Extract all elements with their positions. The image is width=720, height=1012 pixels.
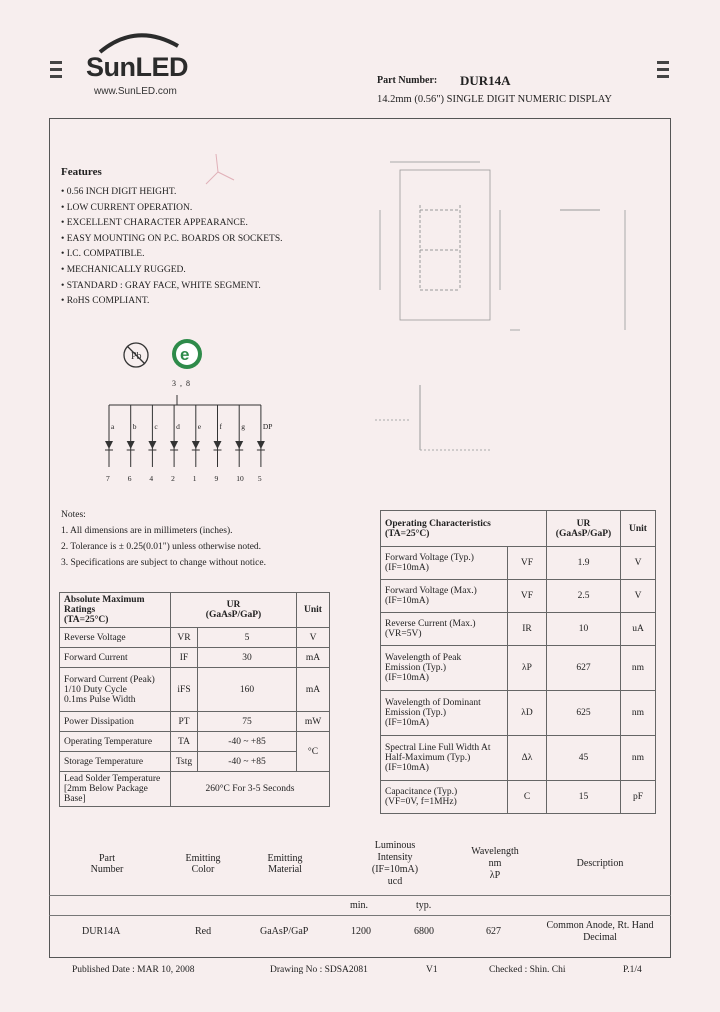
table-row: Reverse Voltage VR 5 V [60,628,330,648]
segment-label: f [219,422,222,431]
note-item: 1. All dimensions are in millimeters (inches). [61,526,233,536]
table-row: Forward Current (Peak) 1/10 Duty Cycle 0.1ms Pulse Width iFS 160 mA [60,668,330,712]
col-wavelength: Wavelength nm λP [471,846,519,881]
col-luminous-intensity: Luminous Intensity (IF=10mA) ucd [371,840,419,887]
segment-label: d [176,422,180,431]
abs-max-unit-header: Unit [297,593,330,628]
sketch-mark-icon [200,150,240,190]
feature-item: • 0.56 INCH DIGIT HEIGHT. [61,187,177,197]
table-row: Capacitance (Typ.) (VF=0V, f=1MHz) C 15 pF [381,781,656,814]
table-row: Forward Voltage (Max.) (IF=10mA) VF 2.5 V [381,580,656,613]
notes [61,510,266,573]
row-material: GaAsP/GaP [260,926,309,937]
features-title: Features [61,166,102,178]
sunled-logo-arc [96,28,182,54]
table-row: Wavelength of Dominant Emission (Typ.) (IF=10mA) λD 625 nm [381,691,656,736]
diode-icon [257,441,265,449]
op-char-unit-header: Unit [621,511,656,547]
row-typ: 6800 [414,926,434,937]
segment-label: g [241,422,245,431]
diode-icon [235,441,243,449]
common-pin-label: 3 , 8 [172,379,191,388]
abs-max-title: Absolute Maximum Ratings (TA=25°C) [60,593,171,628]
svg-text:e: e [180,345,190,364]
brand-logo: SunLED [86,52,188,82]
absolute-max-table [59,592,330,807]
diode-icon [105,441,113,449]
table-row: Power Dissipation PT 75 mW [60,712,330,732]
divider [49,895,671,896]
note-item: 3. Specifications are subject to change without notice. [61,558,266,568]
feature-item: • RoHS COMPLIANT. [61,296,150,307]
pin-label: 4 [149,474,154,483]
col-part-number: Part Number [90,853,124,875]
table-row: Forward Current IF 30 mA [60,648,330,668]
svg-text:Pb: Pb [131,351,142,362]
row-min: 1200 [351,926,371,937]
col-emitting-material: Emitting Material [267,853,303,875]
right-header-bars [657,61,669,82]
part-number-label: Part Number: [377,75,438,86]
col-description: Description [576,858,624,869]
drawing-number: Drawing No : SDSA2081 [270,965,368,975]
sub-min: min. [350,900,369,911]
segment-label: b [132,422,137,431]
abs-max-col-header: UR (GaAsP/GaP) [171,593,297,628]
feature-item: • EASY MOUNTING ON P.C. BOARDS OR SOCKETS. [61,233,283,244]
product-description: 14.2mm (0.56") SINGLE DIGIT NUMERIC DISPLAY [377,94,612,105]
pin-label: 1 [192,474,197,483]
pin-label: 7 [106,474,110,483]
feature-item: • MECHANICALLY RUGGED. [61,264,186,275]
checked-by: Checked : Shin. Chi [489,965,566,975]
pb-free-icon [120,339,152,371]
pin-label: 2 [171,474,175,483]
features-list [61,187,283,312]
feature-item: • EXCELLENT CHARACTER APPEARANCE. [61,218,248,229]
feature-item: • I.C. COMPATIBLE. [61,249,145,260]
table-row: Operating Temperature TA -40 ~ +85 °C [60,732,330,752]
diode-icon [148,441,156,449]
segment-label: e [197,422,202,431]
pin-label: 9 [214,474,219,483]
page-number: P.1/4 [623,965,642,975]
circuit-diagram [95,375,275,490]
diode-icon [127,441,135,449]
left-header-bars [50,61,62,82]
table-row: Reverse Current (Max.) (VR=5V) IR 10 uA [381,613,656,646]
divider [49,915,671,916]
op-char-title: Operating Characteristics (TA=25°C) [381,511,547,547]
selection-guide [50,840,670,958]
op-char-col-header: UR (GaAsP/GaP) [547,511,621,547]
table-row: Storage Temperature Tstg -40 ~ +85 [60,752,330,772]
row-description: Common Anode, Rt. Hand Decimal [546,920,654,943]
row-part: DUR14A [82,926,121,937]
table-row: Wavelength of Peak Emission (Typ.) (IF=10mA) λP 627 nm [381,646,656,691]
notes-title: Notes: [61,510,86,520]
feature-item: • LOW CURRENT OPERATION. [61,202,193,213]
table-row: Lead Solder Temperature [2mm Below Package Base] 260°C For 3-5 Seconds [60,772,330,807]
feature-item: • STANDARD : GRAY FACE, WHITE SEGMENT. [61,280,261,291]
pin-label: 10 [236,474,244,483]
website-link[interactable]: www.SunLED.com [94,86,177,97]
pin-label: 5 [257,474,262,483]
operating-characteristics-table [380,510,656,814]
table-row: Forward Voltage (Typ.) (IF=10mA) VF 1.9 V [381,547,656,580]
diode-icon [192,441,200,449]
pin-label: 6 [127,474,132,483]
col-emitting-color: Emitting Color [185,853,221,875]
segment-label: DP [262,422,273,431]
mechanical-drawing [360,150,660,470]
segment-label: c [154,422,158,431]
rohs-e-icon [168,335,206,373]
row-wave: 627 [486,926,501,937]
note-item: 2. Tolerance is ± 0.25(0.01") unless otherwise noted. [61,542,262,552]
row-color: Red [195,926,212,937]
segment-label: a [111,422,115,431]
version: V1 [426,965,438,975]
part-number: DUR14A [460,73,511,88]
diode-icon [214,441,222,449]
diode-icon [170,441,178,449]
sub-typ: typ. [416,900,432,911]
published-date: Published Date : MAR 10, 2008 [72,965,195,975]
table-row: Spectral Line Full Width At Half-Maximum (Typ.) (IF=10mA) Δλ 45 nm [381,736,656,781]
